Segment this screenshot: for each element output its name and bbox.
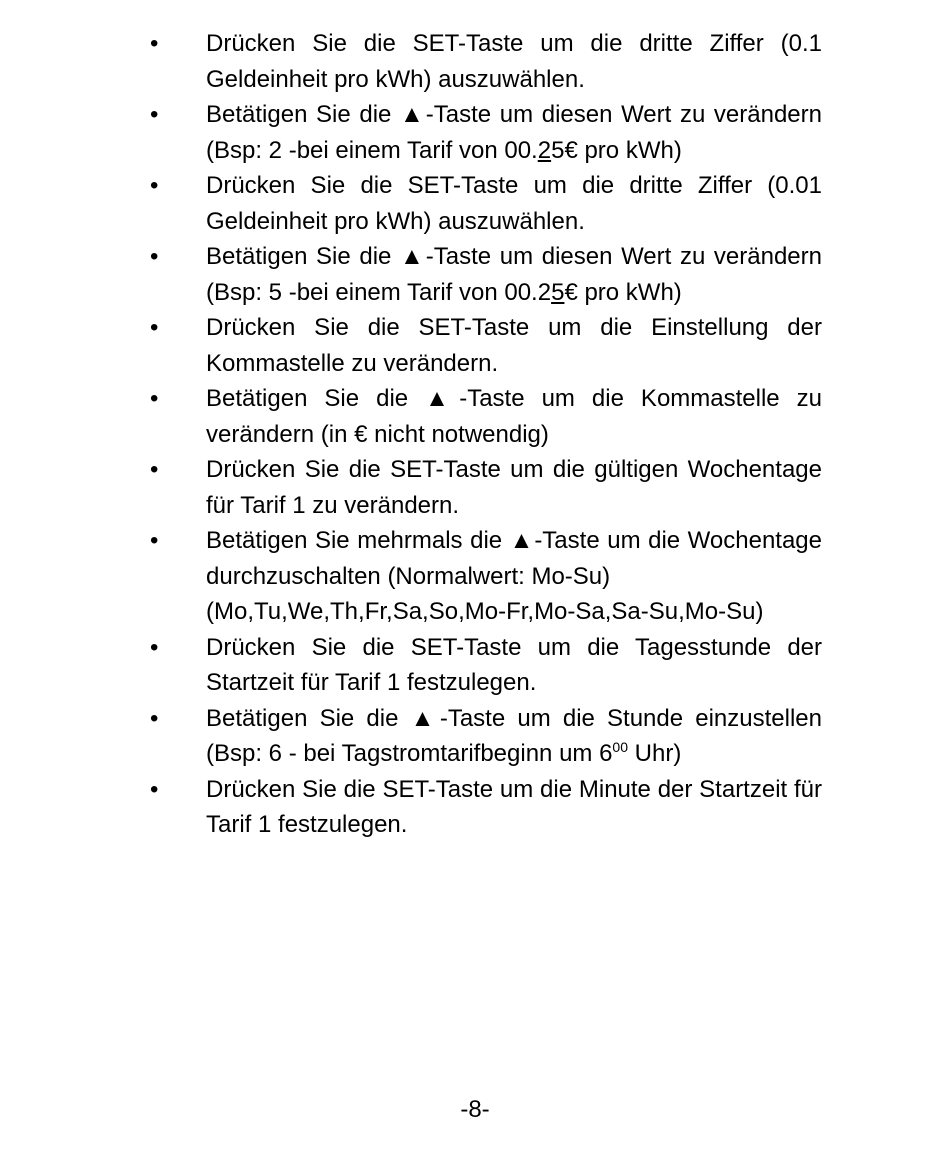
step-text: Drücken Sie die SET-Taste um die Einstellung der Kommastelle zu verändern.	[206, 314, 822, 377]
step-text: Drücken Sie die SET-Taste um die Minute der Startzeit für Tarif 1 festzulegen.	[206, 775, 822, 838]
step-text-part: Uhr)	[628, 740, 682, 767]
superscript-minutes: 00	[612, 739, 628, 755]
list-item	[148, 168, 822, 239]
step-text	[206, 97, 822, 168]
bullet-icon: •	[150, 775, 159, 803]
page-number: -8-	[460, 1096, 490, 1123]
step-text-part: -Taste um die Kommastelle zu verändern (in € nicht notwendig)	[206, 385, 822, 448]
bullet-icon: •	[150, 527, 159, 554]
step-text: Drücken Sie die SET-Taste um die gültigen Wochentage für Tarif 1 zu verändern.	[206, 456, 822, 519]
step-text-part: -Taste um diesen Wert zu verändern (Bsp: 5 -bei einem Tarif von 00.2	[206, 243, 822, 306]
step-text-part: Betätigen Sie die	[206, 101, 401, 128]
step-text: Drücken Sie die SET-Taste um die Tagesstunde der Startzeit für Tarif 1 festzulegen.	[206, 633, 822, 696]
step-text: Drücken Sie die SET-Taste um die dritte Ziffer (0.1 Geldeinheit pro kWh) auszuwählen.	[206, 30, 822, 93]
step-text-part: € pro kWh)	[564, 278, 682, 306]
instruction-list	[148, 26, 822, 843]
up-arrow-icon: ▲	[509, 527, 535, 554]
underlined-digit: 5	[551, 278, 565, 306]
step-text	[206, 239, 822, 310]
step-text-part: Betätigen Sie die	[206, 243, 401, 270]
step-text	[206, 381, 822, 452]
step-text-part: 5€ pro kWh)	[551, 136, 682, 164]
bullet-icon: •	[150, 704, 159, 732]
up-arrow-icon: ▲	[425, 385, 460, 412]
bullet-icon: •	[150, 30, 159, 57]
up-arrow-icon: ▲	[410, 704, 440, 732]
list-item	[148, 239, 822, 310]
list-item	[148, 523, 822, 630]
step-text-part: Betätigen Sie die	[206, 704, 411, 732]
up-arrow-icon: ▲	[400, 243, 426, 270]
underlined-digit: 2	[537, 136, 552, 164]
bullet-icon: •	[150, 633, 159, 661]
list-item	[148, 381, 822, 452]
step-text	[206, 523, 822, 594]
up-arrow-icon: ▲	[400, 101, 426, 128]
bullet-icon: •	[150, 456, 159, 483]
step-text-part: -Taste um diesen Wert zu verändern (Bsp: 2 -bei einem Tarif von 00.	[206, 101, 822, 164]
list-item	[148, 310, 822, 381]
list-item	[148, 701, 822, 772]
step-text-part: Betätigen Sie mehrmals die	[206, 527, 510, 554]
list-item	[148, 630, 822, 701]
step-text	[206, 701, 822, 772]
list-item	[148, 772, 822, 843]
step-text: Drücken Sie die SET-Taste um die dritte Ziffer (0.01 Geldeinheit pro kWh) auszuwählen.	[206, 172, 822, 235]
bullet-icon: •	[150, 172, 159, 199]
bullet-icon: •	[150, 101, 159, 128]
bullet-icon: •	[150, 314, 159, 341]
list-item	[148, 452, 822, 523]
bullet-icon: •	[150, 385, 159, 412]
weekday-options: (Mo,Tu,We,Th,Fr,Sa,So,Mo-Fr,Mo-Sa,Sa-Su,Mo-Su)	[206, 598, 764, 625]
list-item	[148, 97, 822, 168]
bullet-icon: •	[150, 243, 159, 270]
step-text-part: -Taste um die Stunde einzustellen (Bsp: 6 - bei Tagstromtarifbeginn um 6	[206, 704, 822, 767]
step-text-part: -Taste um die Wochentage durchzuschalten (Normalwert: Mo-Su)	[206, 527, 822, 590]
step-text-part: Betätigen Sie die	[206, 385, 426, 412]
list-item	[148, 26, 822, 97]
